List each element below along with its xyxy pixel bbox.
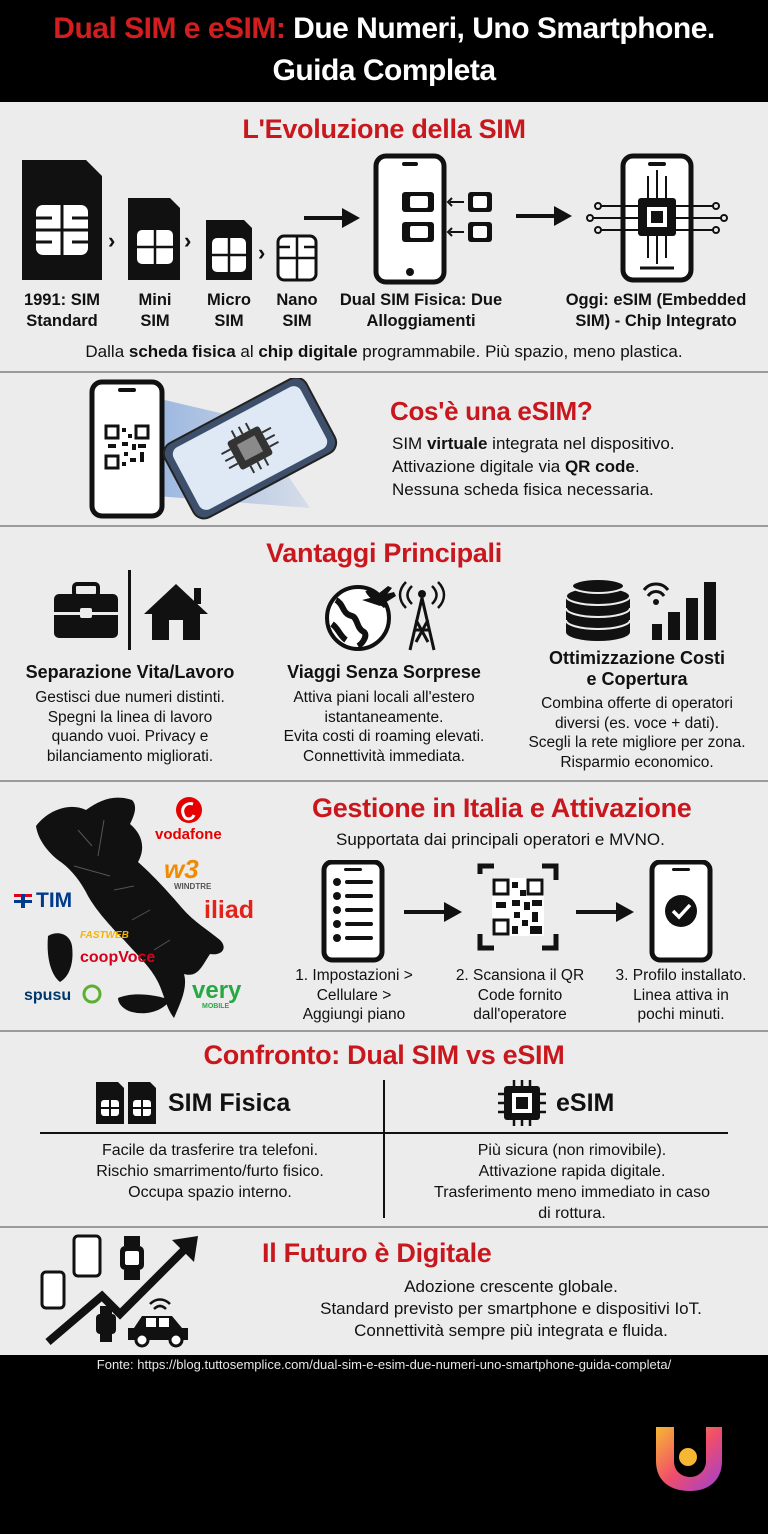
connected-car-icon [128, 1300, 188, 1347]
text-line: Trasferimento meno immediato in caso [434, 1184, 710, 1201]
compare-left-title: SIM Fisica [168, 1089, 291, 1117]
vodafone-text: vodafone [155, 826, 222, 843]
activation-step-1 [282, 966, 426, 1025]
text-line: pochi minuti. [637, 1006, 725, 1023]
page-title [0, 12, 768, 46]
fastweb-logo: FASTWEB [80, 930, 129, 941]
antenna-tower-icon [400, 582, 444, 650]
house-icon [144, 584, 208, 640]
text-bold: QR code [564, 457, 635, 476]
page-header [0, 0, 768, 102]
title-red-part: Dual SIM e eSIM: [53, 12, 286, 45]
text-part: integrata nel dispositivo. [487, 434, 675, 453]
globe-plane-icon [327, 586, 396, 649]
evolution-title: L'Evoluzione della SIM [242, 114, 526, 144]
future-title: Il Futuro è Digitale [262, 1238, 492, 1268]
future-growth-illustration [38, 1232, 208, 1348]
advantage-title-work-life: Separazione Vita/Lavoro [25, 662, 235, 682]
whatis-line-1 [392, 432, 762, 455]
dual-sim-phone-icon [376, 156, 492, 282]
dual-sim-cards-icon [94, 1078, 160, 1128]
compare-title: Confronto: Dual SIM vs eSIM [203, 1040, 565, 1070]
separator-line [128, 570, 131, 650]
profile-installed-phone-icon [652, 862, 710, 960]
spusu-logo: spusu [24, 987, 72, 1004]
text-part: . [634, 457, 640, 476]
advantages-title: Vantaggi Principali [266, 538, 502, 568]
tim-text: TIM [36, 889, 73, 912]
section-divider [0, 1030, 768, 1032]
compare-right-title: eSIM [556, 1089, 615, 1117]
activation-step-2 [440, 966, 600, 1025]
travel-icons [322, 580, 446, 652]
step-label-nano: Nano SIM [276, 291, 318, 330]
text-line: Attiva piani locali all'estero [293, 689, 475, 706]
windtre-logo: w3 [164, 854, 199, 884]
very-sub: MOBILE [202, 1003, 230, 1010]
windtre-text: WINDTRE [174, 882, 212, 891]
compare-separator [383, 1080, 385, 1218]
esim-chip-phone-icon [587, 156, 727, 280]
briefcase-icon [54, 584, 118, 638]
mini-sim-icon [128, 198, 180, 280]
very-logo: very [192, 977, 242, 1004]
text-line: Facile da trasferire tra telefoni. [101, 1142, 319, 1159]
text-line: 1. Impostazioni > [295, 967, 413, 984]
whatis-line-3: Nessuna scheda fisica necessaria. [392, 480, 654, 499]
source-link[interactable]: Fonte: https://blog.tuttosemplice.com/dual-sim-e-esim-due-numeri-uno-smartphone-guida-completa/ [96, 1357, 672, 1372]
italy-title: Gestione in Italia e Attivazione [312, 793, 692, 823]
caption-bold: chip digitale [258, 342, 358, 361]
tim-logo [14, 894, 32, 908]
text-line: istantaneamente. [324, 708, 444, 726]
text-line: Combina offerte di operatori [541, 695, 733, 712]
step-label-dual-sim: Dual SIM Fisica: Due Alloggiamenti [339, 291, 503, 330]
section-divider [0, 1226, 768, 1228]
text-line: Scegli la rete migliore per zona. [528, 734, 746, 751]
text-line: Evita costi di roaming elevati. [283, 728, 485, 745]
settings-list-phone-icon [324, 862, 382, 960]
vodafone-logo [176, 797, 202, 823]
brand-logo-icon [650, 1421, 730, 1493]
caption-part: programmabile. Più spazio, meno plastica. [357, 342, 683, 361]
qr-scan-icon [480, 866, 556, 948]
step-label-esim: Oggi: eSIM (Embedded SIM) - Chip Integrato [565, 291, 747, 330]
text-line: Gestisci due numeri distinti. [35, 689, 225, 706]
text-line: Adozione crescente globale. [404, 1277, 618, 1296]
italy-map-operators [14, 790, 294, 1026]
text-line: Rischio smarrimento/furto fisico. [96, 1163, 324, 1180]
whatis-title: Cos'è una eSIM? [390, 396, 593, 426]
nano-sim-icon [278, 236, 316, 280]
phone-small-icon [74, 1236, 100, 1276]
advantage-title-cost [512, 648, 762, 690]
svg-text:›: › [184, 228, 192, 253]
step-label-mini: Mini SIM [138, 291, 172, 330]
text-line: quando vuoi. Privacy e [51, 728, 209, 745]
text-line: Cellulare > [316, 986, 392, 1004]
text-line: 3. Profilo installato. [615, 967, 747, 984]
text-line: Occupa spazio interno. [128, 1184, 292, 1201]
title-line: Ottimizzazione Costi [548, 648, 725, 668]
cost-coverage-icons [562, 576, 722, 642]
esim-qr-illustration [80, 378, 370, 522]
text-line: 2. Scansiona il QR [455, 967, 585, 984]
signal-bars-icon [644, 582, 716, 640]
text-line: Connettività immediata. [303, 747, 465, 765]
text-line: Standard previsto per smartphone e dispositivi IoT. [320, 1299, 702, 1318]
caption-part: Dalla [85, 342, 129, 361]
compare-left-list [40, 1140, 380, 1203]
coin-stack-icon [566, 579, 630, 641]
advantage-text-cost [512, 694, 762, 772]
text-line: Aggiungi piano [302, 1006, 406, 1023]
activation-step-3 [602, 966, 760, 1025]
page-title-line2: Guida Completa [272, 54, 496, 87]
caption-bold: scheda fisica [128, 342, 236, 361]
section-divider [0, 780, 768, 782]
italy-subtitle: Supportata dai principali operatori e MVNO. [336, 830, 665, 849]
svg-text:›: › [258, 240, 266, 265]
text-line: Attivazione rapida digitale. [478, 1163, 666, 1180]
section-divider [0, 371, 768, 373]
text-line: Linea attiva in [633, 986, 729, 1004]
text-part: SIM [392, 434, 427, 453]
micro-sim-icon [206, 220, 252, 280]
smartwatch-icon [120, 1236, 144, 1280]
spusu-mark [84, 986, 100, 1002]
iliad-logo: iliad [204, 896, 255, 924]
advantage-text-travel [264, 688, 504, 766]
text-part: Attivazione digitale via [392, 457, 565, 476]
whatis-body [392, 432, 762, 501]
compare-right-list [392, 1140, 752, 1224]
text-bold: virtuale [426, 434, 488, 453]
step-label-micro: Micro SIM [206, 291, 251, 330]
caption-part: al [235, 342, 259, 361]
phone-left-icon [42, 1272, 64, 1308]
title-line: e Copertura [586, 669, 688, 689]
esim-chip-icon [496, 1080, 548, 1126]
future-text [258, 1276, 764, 1342]
evolution-caption [0, 342, 768, 362]
advantage-text-work-life [10, 688, 250, 766]
activation-steps-icons [320, 860, 760, 964]
advantage-title-travel: Viaggi Senza Sorprese [287, 662, 481, 682]
title-white-part: Due Numeri, Uno Smartphone. [293, 12, 715, 45]
text-line: Code fornito [477, 986, 563, 1004]
evolution-icons [0, 150, 768, 290]
text-line: Risparmio economico. [560, 753, 714, 771]
whatis-line-2 [392, 455, 762, 478]
section-divider [0, 525, 768, 527]
text-line: Spegni la linea di lavoro [47, 708, 213, 726]
step-label-sim-standard: 1991: SIM Standard [23, 291, 101, 330]
text-line: di rottura. [538, 1205, 606, 1222]
text-line: Connettività sempre più integrata e fluida. [354, 1321, 668, 1340]
text-line: bilanciamento migliorati. [46, 747, 214, 765]
phone-with-qr-icon [92, 382, 162, 516]
text-line: diversi (es. voce + dati). [554, 714, 720, 732]
sim-card-icon [22, 160, 102, 280]
text-line: Più sicura (non rimovibile). [477, 1142, 667, 1159]
text-line: dall'operatore [473, 1006, 567, 1023]
coopvoce-logo: coopVoce [80, 949, 156, 966]
work-life-icons [40, 570, 220, 652]
footer [0, 1355, 768, 1534]
svg-text:›: › [108, 228, 116, 253]
